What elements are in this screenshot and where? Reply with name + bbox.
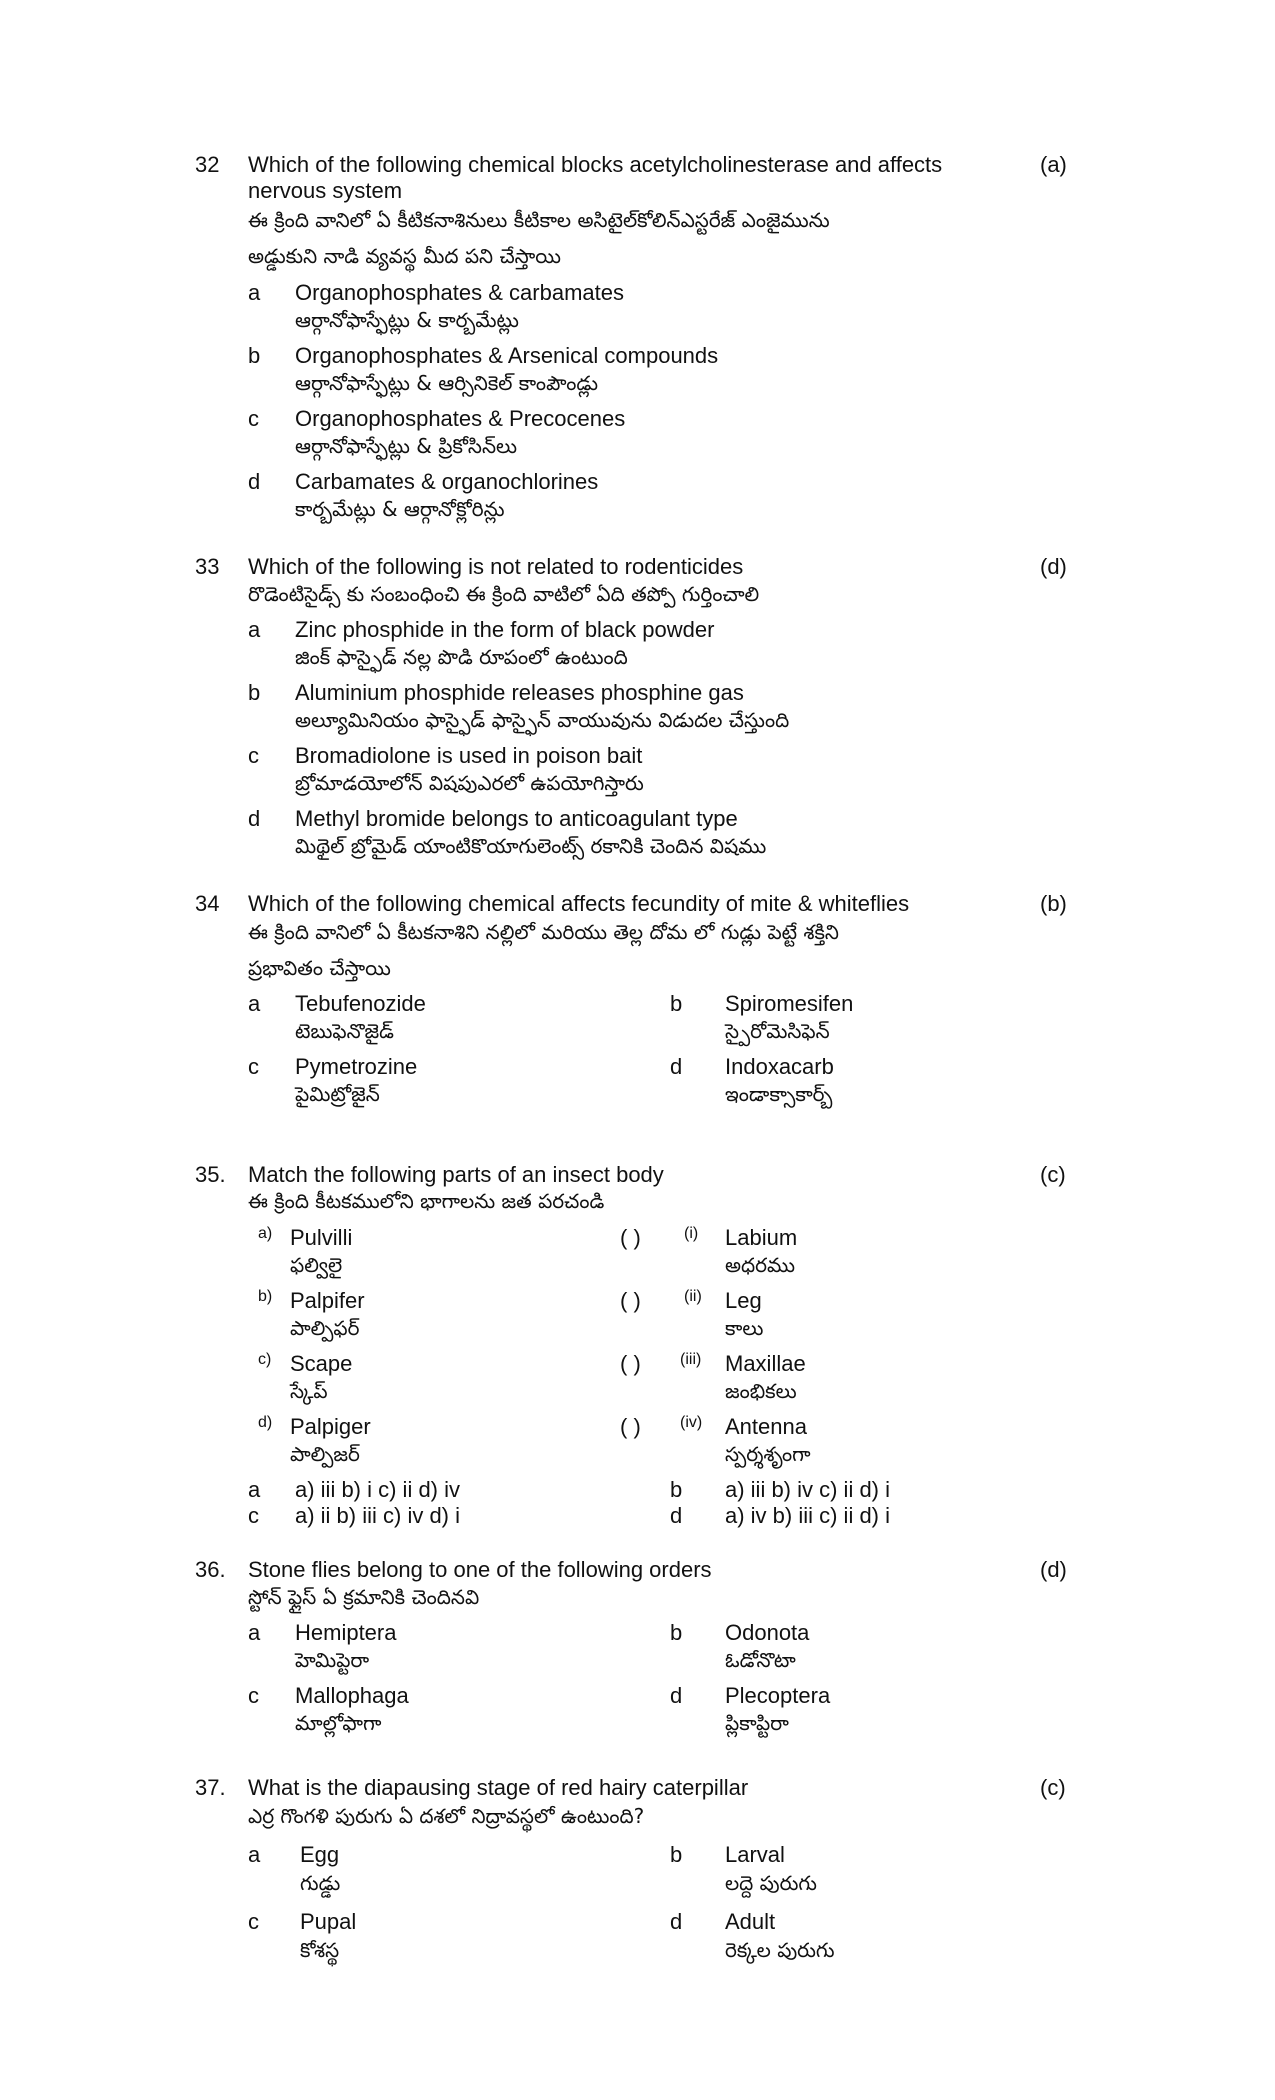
- option-text: Aluminium phosphide releases phosphine gas: [295, 680, 744, 705]
- match-left-label: b): [258, 1288, 273, 1305]
- question-text-telugu: స్టోన్ ఫ్లైస్ ఏ క్రమానికి చెందినవి: [248, 1585, 480, 1609]
- option-text-telugu: జింక్ ఫాస్ఫైడ్ నల్ల పొడి రూపంలో ఉంటుంది: [295, 645, 628, 669]
- option-text-telugu: మిథైల్ బ్రోమైడ్ యాంటికొయాగులెంట్స్ రకానికి చెందిన విషము: [295, 834, 767, 858]
- question-number: 33: [195, 554, 220, 579]
- option-label: c: [248, 743, 259, 768]
- option-text: Carbamates & organochlorines: [295, 469, 599, 494]
- match-right-text: Labium: [725, 1225, 798, 1250]
- option-text-telugu: ప్లికాప్టిరా: [725, 1711, 789, 1735]
- option-text-telugu: అల్యూమినియం ఫాస్ఫైడ్ ఫాస్ఫైన్ వాయువును విడుదల చేస్తుంది: [295, 708, 790, 732]
- option-text: Methyl bromide belongs to anticoagulant type: [295, 806, 738, 831]
- option-text-telugu: కోశస్థ: [300, 1938, 340, 1962]
- match-blank: ( ): [620, 1414, 641, 1439]
- answer-key: (d): [1040, 554, 1067, 579]
- question-text-telugu: ఈ క్రింది కీటకములోని భాగాలను జత పరచండి: [248, 1189, 605, 1213]
- option-text: Pymetrozine: [295, 1054, 418, 1079]
- match-blank: ( ): [620, 1225, 641, 1250]
- answer-key: (c): [1040, 1775, 1066, 1800]
- question-number: 35.: [195, 1162, 226, 1187]
- option-text-telugu: రెక్కల పురుగు: [725, 1938, 835, 1962]
- match-left-text-telugu: పాల్పిజర్: [290, 1442, 360, 1466]
- match-left-text-telugu: ఫల్విలై: [290, 1253, 343, 1277]
- option-label: b: [670, 991, 683, 1016]
- question-text-telugu: అడ్డుకుని నాడి వ్యవస్థ మీద పని చేస్తాయి: [248, 244, 561, 268]
- question-text: nervous system: [248, 178, 403, 203]
- option-text: a) iii b) iv c) ii d) i: [725, 1477, 891, 1502]
- option-text: Hemiptera: [295, 1620, 397, 1645]
- match-right-text: Maxillae: [725, 1351, 806, 1376]
- option-text-telugu: ఆర్గానోఫాస్ఫేట్లు & ప్రికోసిన్‌లు: [295, 434, 518, 458]
- answer-key: (d): [1040, 1557, 1067, 1582]
- option-label: d: [248, 469, 261, 494]
- question-number: 32: [195, 152, 220, 177]
- option-label: d: [670, 1054, 683, 1079]
- option-text: Organophosphates & Arsenical compounds: [295, 343, 719, 368]
- option-text: Egg: [300, 1842, 340, 1867]
- match-right-text-telugu: స్పర్శశృంగా: [725, 1442, 811, 1466]
- answer-key: (b): [1040, 891, 1067, 916]
- option-label: c: [248, 1503, 259, 1528]
- option-text-telugu: ఆర్గానోఫాస్ఫేట్లు & ఆర్సినికెల్ కాంపౌండ్లు: [295, 371, 599, 395]
- match-left-label: c): [258, 1351, 272, 1368]
- option-label: d: [248, 806, 261, 831]
- option-label: a: [248, 1842, 261, 1867]
- question-text-telugu: ప్రభావితం చేస్తాయి: [248, 956, 391, 980]
- option-label: c: [248, 1683, 259, 1708]
- option-label: a: [248, 280, 261, 305]
- option-label: b: [248, 680, 261, 705]
- option-label: a: [248, 991, 261, 1016]
- match-right-text-telugu: అధరము: [725, 1253, 796, 1277]
- question-text-telugu: ఎర్ర గొంగళి పురుగు ఏ దశలో నిద్రావస్థలో ఉంటుంది?: [248, 1804, 645, 1828]
- match-left-text: Palpiger: [290, 1414, 371, 1439]
- option-text-telugu: లద్దె పురుగు: [725, 1871, 817, 1895]
- option-text-telugu: ఆర్గానోఫాస్ఫేట్లు & కార్బమేట్లు: [295, 308, 519, 332]
- option-label: b: [670, 1620, 683, 1645]
- question-number: 36.: [195, 1557, 226, 1582]
- option-label: a: [248, 617, 261, 642]
- match-right-label: (iii): [680, 1351, 702, 1368]
- option-text-telugu: కార్బమేట్లు & ఆర్గానోక్లోరిన్లు: [295, 497, 505, 521]
- match-right-text: Antenna: [725, 1414, 807, 1439]
- match-right-text-telugu: కాలు: [725, 1316, 764, 1340]
- option-label: c: [248, 406, 259, 431]
- option-text: Plecoptera: [725, 1683, 831, 1708]
- answer-key: (c): [1040, 1162, 1066, 1187]
- option-label: c: [248, 1909, 259, 1934]
- match-right-label: (ii): [684, 1288, 702, 1305]
- option-label: b: [670, 1477, 683, 1502]
- match-left-text: Pulvilli: [290, 1225, 353, 1250]
- question-number: 37.: [195, 1775, 226, 1800]
- match-left-label: d): [258, 1414, 273, 1431]
- question-text-telugu: రొడెంటిసైడ్స్ కు సంబంధించి ఈ క్రింది వాటిలో ఏది తప్పో గుర్తించాలి: [248, 582, 760, 606]
- question-number: 34: [195, 891, 220, 916]
- match-blank: ( ): [620, 1351, 641, 1376]
- match-right-label: (i): [684, 1225, 699, 1242]
- match-right-text-telugu: జంభికలు: [725, 1379, 797, 1403]
- option-text-telugu: హెమిప్టెరా: [295, 1648, 370, 1672]
- option-text-telugu: మాల్లోఫాగా: [295, 1711, 382, 1735]
- option-text-telugu: ఇండాక్సాకార్బ్: [725, 1082, 833, 1106]
- match-blank: ( ): [620, 1288, 641, 1313]
- option-text: Adult: [725, 1909, 776, 1934]
- match-left-text-telugu: పాల్పిఫర్: [290, 1316, 360, 1340]
- option-text-telugu: పైమిట్రోజైన్: [295, 1082, 380, 1106]
- option-text-telugu: బ్రోమాడయోలోన్ విషపుఎరలో ఉపయోగిస్తారు: [295, 771, 644, 795]
- option-text-telugu: స్పైరోమెసిఫెన్: [725, 1019, 830, 1043]
- option-label: b: [670, 1842, 683, 1867]
- match-left-text: Scape: [290, 1351, 353, 1376]
- option-text: a) iv b) iii c) ii d) i: [725, 1503, 891, 1528]
- option-text: Spiromesifen: [725, 991, 854, 1016]
- question-text-telugu: ఈ క్రింది వానిలో ఏ కీటికనాశినులు కీటికాల అసిటైల్‌కోలిన్‌ఎస్టరేజ్ ఎంజైమును: [248, 208, 830, 232]
- answer-key: (a): [1040, 152, 1067, 177]
- option-text-telugu: ఓడోనొటా: [725, 1648, 796, 1672]
- question-text: What is the diapausing stage of red hairy caterpillar: [248, 1775, 749, 1800]
- match-left-text-telugu: స్కేప్: [290, 1379, 328, 1403]
- question-text: Match the following parts of an insect body: [248, 1162, 664, 1187]
- option-label: d: [670, 1683, 683, 1708]
- question-text: Stone flies belong to one of the following orders: [248, 1557, 712, 1582]
- option-text: Mallophaga: [295, 1683, 409, 1708]
- option-text-telugu: టెబుఫెనొజైడ్: [295, 1019, 394, 1043]
- match-left-text: Palpifer: [290, 1288, 365, 1313]
- option-text: Odonota: [725, 1620, 810, 1645]
- option-text: a) iii b) i c) ii d) iv: [295, 1477, 461, 1502]
- option-text-telugu: గుడ్డు: [300, 1871, 341, 1895]
- option-label: c: [248, 1054, 259, 1079]
- option-text: Indoxacarb: [725, 1054, 834, 1079]
- question-text: Which of the following is not related to rodenticides: [248, 554, 744, 579]
- match-left-label: a): [258, 1225, 273, 1242]
- option-text: Zinc phosphide in the form of black powder: [295, 617, 715, 642]
- option-label: d: [670, 1909, 683, 1934]
- question-text-telugu: ఈ క్రింది వానిలో ఏ కీటకనాశిని నల్లిలో మరియు తెల్ల దోమ లో గుడ్లు పెట్టే శక్తిని: [248, 920, 839, 944]
- option-label: d: [670, 1503, 683, 1528]
- question-text: Which of the following chemical affects fecundity of mite & whiteflies: [248, 891, 910, 916]
- option-label: a: [248, 1620, 261, 1645]
- match-right-text: Leg: [725, 1288, 762, 1313]
- option-text: Pupal: [300, 1909, 357, 1934]
- option-text: Larval: [725, 1842, 785, 1867]
- option-text: Bromadiolone is used in poison bait: [295, 743, 643, 768]
- option-text: Organophosphates & Precocenes: [295, 406, 626, 431]
- option-label: a: [248, 1477, 261, 1502]
- option-label: b: [248, 343, 261, 368]
- question-text: Which of the following chemical blocks acetylcholinesterase and affects: [248, 152, 943, 177]
- match-right-label: (iv): [680, 1414, 703, 1431]
- option-text: Organophosphates & carbamates: [295, 280, 624, 305]
- option-text: a) ii b) iii c) iv d) i: [295, 1503, 461, 1528]
- option-text: Tebufenozide: [295, 991, 426, 1016]
